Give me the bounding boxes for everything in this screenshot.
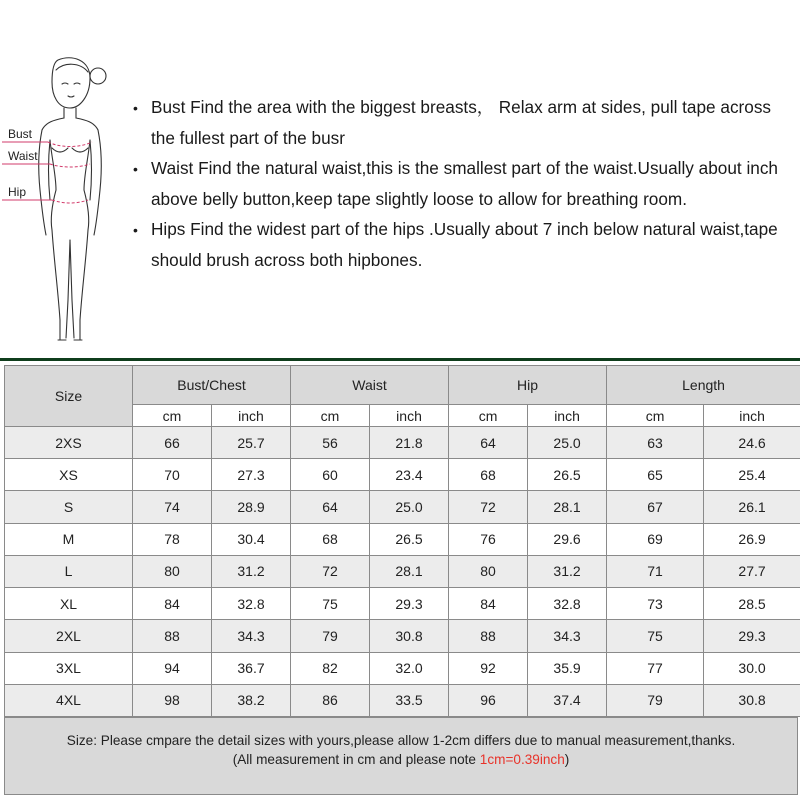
note-line-2-suffix: ) — [564, 752, 570, 767]
measurement-cell: 37.4 — [528, 684, 607, 716]
size-cell: L — [5, 555, 133, 587]
measurement-cell: 88 — [133, 620, 212, 652]
table-row — [5, 588, 800, 620]
size-cell: 2XL — [5, 620, 133, 652]
measurement-cell: 76 — [449, 523, 528, 555]
measurement-cell: 94 — [133, 652, 212, 684]
measurement-cell: 28.9 — [212, 491, 291, 523]
measurement-cell: 35.9 — [528, 652, 607, 684]
measurement-cell: 80 — [449, 555, 528, 587]
instruction-bust — [133, 92, 798, 153]
measurement-cell: 27.7 — [704, 555, 800, 587]
measurement-cell: 64 — [291, 491, 370, 523]
measurement-cell: 25.0 — [370, 491, 449, 523]
unit-header: cm — [607, 405, 704, 427]
measurement-cell: 25.7 — [212, 427, 291, 459]
size-cell: 3XL — [5, 652, 133, 684]
measurement-cell: 30.8 — [704, 684, 800, 716]
measurement-cell: 28.1 — [528, 491, 607, 523]
size-table-body — [5, 427, 800, 717]
measurement-cell: 31.2 — [528, 555, 607, 587]
body-measurement-figure — [0, 40, 120, 350]
measurement-cell: 67 — [607, 491, 704, 523]
size-cell: 4XL — [5, 684, 133, 716]
size-cell: 2XS — [5, 427, 133, 459]
measurement-cell: 68 — [449, 459, 528, 491]
measurement-cell: 33.5 — [370, 684, 449, 716]
table-row — [5, 459, 800, 491]
size-column-header: Size — [5, 366, 133, 427]
measurement-cell: 36.7 — [212, 652, 291, 684]
measurement-cell: 26.9 — [704, 523, 800, 555]
measurement-cell: 80 — [133, 555, 212, 587]
unit-header: inch — [212, 405, 291, 427]
measurement-cell: 32.0 — [370, 652, 449, 684]
instruction-waist-text: Waist Find the natural waist,this is the smallest part of the waist.Usually about inch above belly button,keep tape slightly loose to allow for breathing room. — [151, 158, 778, 209]
table-row — [5, 427, 800, 459]
group-header-bust: Bust/Chest — [133, 366, 291, 405]
hip-label: Hip — [8, 185, 27, 199]
measurement-cell: 75 — [291, 588, 370, 620]
measurement-cell: 72 — [449, 491, 528, 523]
measurement-cell: 75 — [607, 620, 704, 652]
measurement-cell: 34.3 — [212, 620, 291, 652]
group-header-waist: Waist — [291, 366, 449, 405]
instruction-hips — [133, 214, 798, 275]
measurement-cell: 25.0 — [528, 427, 607, 459]
measurement-cell: 72 — [291, 555, 370, 587]
group-header-length: Length — [607, 366, 800, 405]
measurement-cell: 29.3 — [370, 588, 449, 620]
group-header-hip: Hip — [449, 366, 607, 405]
measurement-instructions — [133, 92, 798, 276]
measurement-cell: 63 — [607, 427, 704, 459]
measurement-cell: 28.1 — [370, 555, 449, 587]
size-cell: XL — [5, 588, 133, 620]
measurement-cell: 96 — [449, 684, 528, 716]
waist-label: Waist — [8, 149, 38, 163]
measurement-cell: 79 — [607, 684, 704, 716]
measurement-cell: 66 — [133, 427, 212, 459]
measurement-cell: 27.3 — [212, 459, 291, 491]
measurement-cell: 38.2 — [212, 684, 291, 716]
measurement-cell: 73 — [607, 588, 704, 620]
measurement-cell: 84 — [449, 588, 528, 620]
unit-header: inch — [370, 405, 449, 427]
instruction-hips-text: Hips Find the widest part of the hips .Usually about 7 inch below natural waist,tape should brush across both hipbones. — [151, 219, 778, 270]
bullet-icon — [133, 214, 138, 246]
measurement-cell: 26.5 — [528, 459, 607, 491]
measurement-cell: 64 — [449, 427, 528, 459]
measurement-cell: 86 — [291, 684, 370, 716]
bullet-icon — [133, 92, 138, 124]
measurement-cell: 28.5 — [704, 588, 800, 620]
measurement-cell: 30.4 — [212, 523, 291, 555]
measurement-cell: 30.8 — [370, 620, 449, 652]
table-row — [5, 555, 800, 587]
measurement-cell: 70 — [133, 459, 212, 491]
table-row — [5, 523, 800, 555]
size-chart-table — [4, 365, 800, 717]
measurement-cell: 26.5 — [370, 523, 449, 555]
note-line-1: Size: Please cmpare the detail sizes with yours,please allow 1-2cm differs due to manual measurement,thanks. — [66, 733, 736, 748]
size-cell: M — [5, 523, 133, 555]
measurement-cell: 32.8 — [528, 588, 607, 620]
measurement-cell: 65 — [607, 459, 704, 491]
measurement-cell: 23.4 — [370, 459, 449, 491]
measurement-cell: 29.3 — [704, 620, 800, 652]
table-row — [5, 620, 800, 652]
measurement-cell: 77 — [607, 652, 704, 684]
measurement-cell: 71 — [607, 555, 704, 587]
measurement-cell: 69 — [607, 523, 704, 555]
measurement-cell: 88 — [449, 620, 528, 652]
measurement-cell: 78 — [133, 523, 212, 555]
measurement-cell: 32.8 — [212, 588, 291, 620]
size-note — [4, 717, 798, 795]
measurement-cell: 21.8 — [370, 427, 449, 459]
measurement-cell: 30.0 — [704, 652, 800, 684]
measurement-cell: 98 — [133, 684, 212, 716]
measurement-cell: 82 — [291, 652, 370, 684]
measurement-cell: 26.1 — [704, 491, 800, 523]
measurement-cell: 74 — [133, 491, 212, 523]
unit-header: cm — [133, 405, 212, 427]
unit-header: inch — [528, 405, 607, 427]
measurement-cell: 24.6 — [704, 427, 800, 459]
measurement-cell: 79 — [291, 620, 370, 652]
size-cell: XS — [5, 459, 133, 491]
measurement-cell: 84 — [133, 588, 212, 620]
unit-header: cm — [449, 405, 528, 427]
table-row — [5, 684, 800, 716]
measurement-cell: 92 — [449, 652, 528, 684]
size-cell: S — [5, 491, 133, 523]
measurement-cell: 68 — [291, 523, 370, 555]
measurement-cell: 29.6 — [528, 523, 607, 555]
measurement-cell: 31.2 — [212, 555, 291, 587]
note-line-2-prefix: (All measurement in cm and please note — [232, 752, 480, 767]
bust-label: Bust — [8, 127, 33, 141]
measurement-cell: 25.4 — [704, 459, 800, 491]
note-line-2 — [5, 750, 797, 769]
measurement-cell: 56 — [291, 427, 370, 459]
conversion-highlight: 1cm=0.39inch — [479, 752, 565, 767]
table-row — [5, 652, 800, 684]
bullet-icon — [133, 153, 138, 185]
unit-header: inch — [704, 405, 800, 427]
measurement-cell: 60 — [291, 459, 370, 491]
instruction-bust-text: Bust Find the area with the biggest breasts， Relax arm at sides, pull tape across the fullest part of the busr — [151, 97, 772, 148]
instruction-waist — [133, 153, 798, 214]
table-row — [5, 491, 800, 523]
unit-header: cm — [291, 405, 370, 427]
measurement-cell: 34.3 — [528, 620, 607, 652]
